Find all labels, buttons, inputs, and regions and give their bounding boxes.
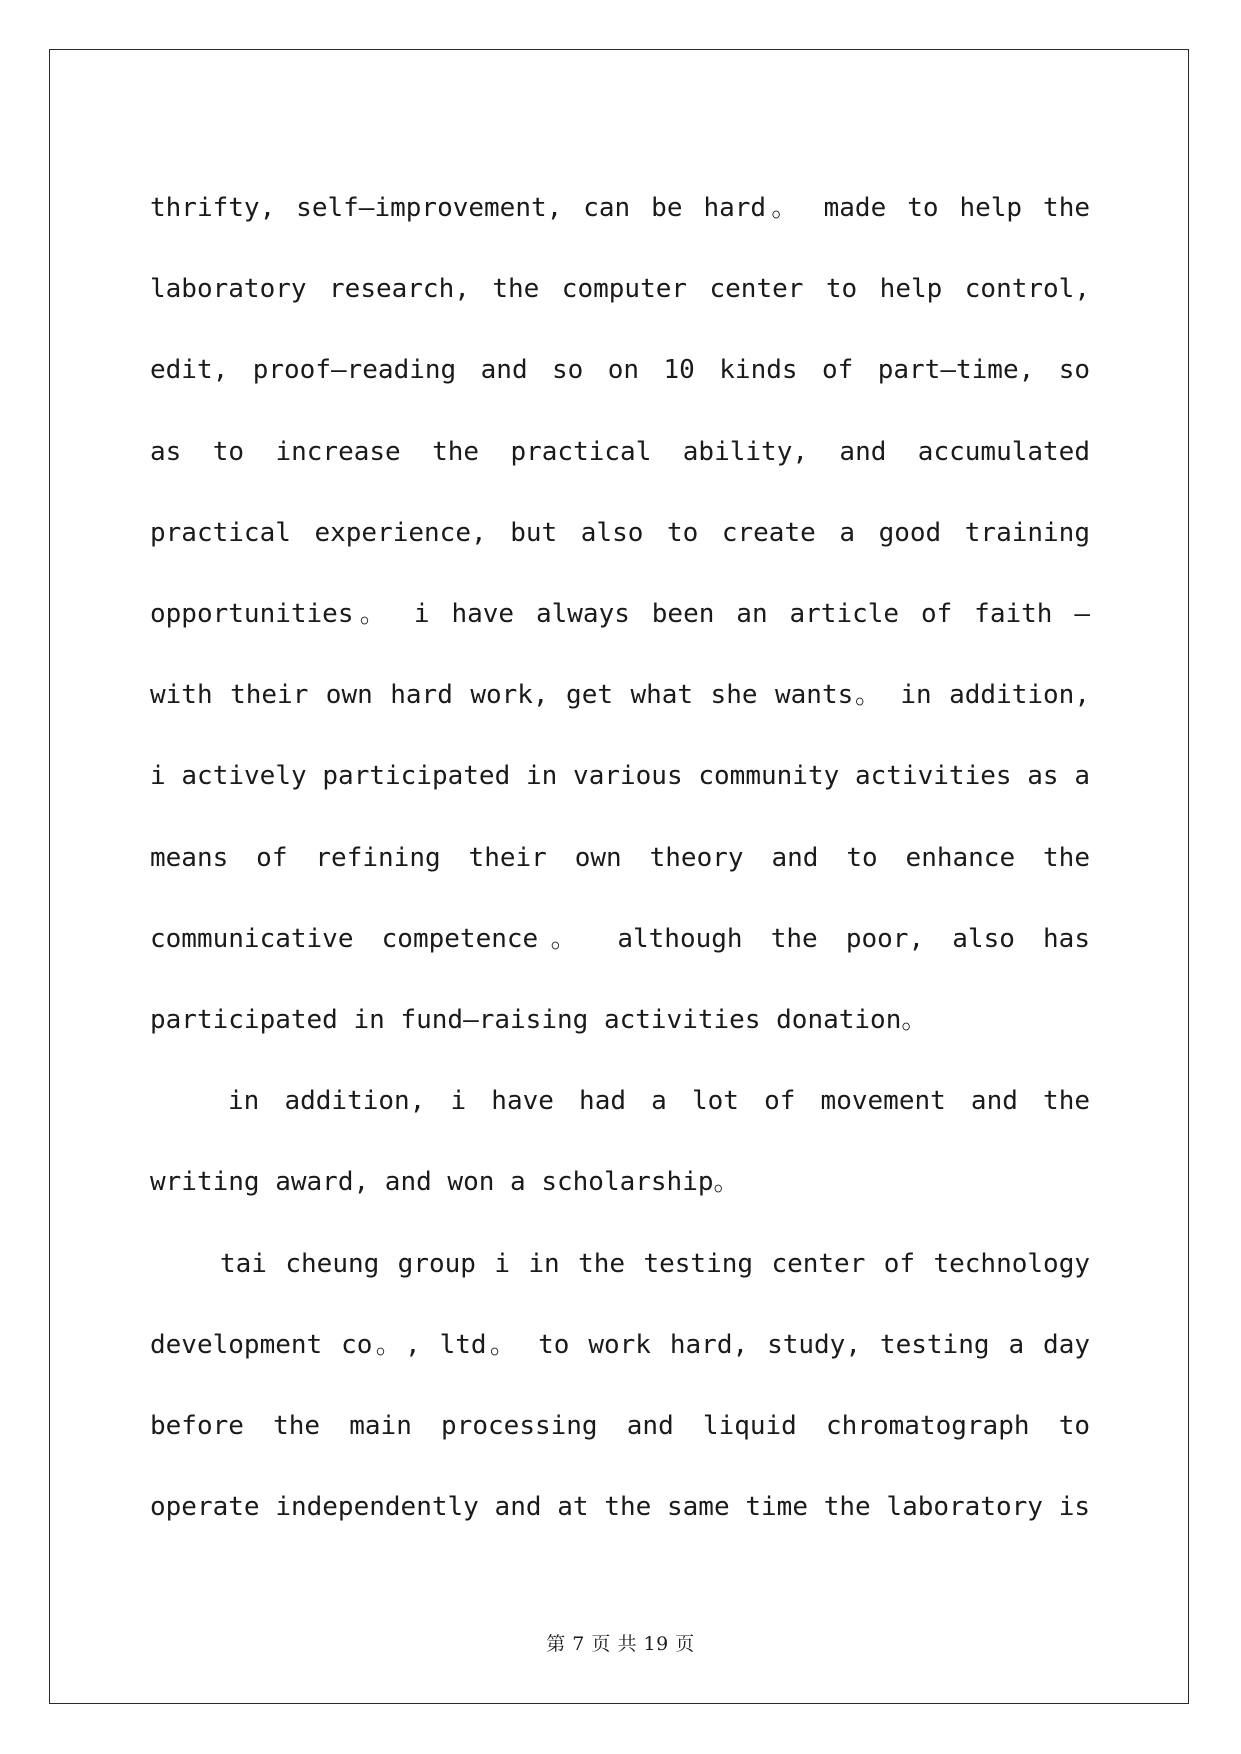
text-line: means of refining their own theory and to enhance the xyxy=(150,842,1090,873)
document-body xyxy=(150,168,1090,1548)
text-line: development co。, ltd。 to work hard, study, testing a day xyxy=(150,1329,1090,1360)
text-line: practical experience, but also to create a good training xyxy=(150,517,1090,548)
text-line: opportunities。 i have always been an article of faith — xyxy=(150,599,1090,630)
text-line: operate independently and at the same time the laboratory is xyxy=(150,1492,1090,1523)
text-line: writing award, and won a scholarship。 xyxy=(150,1167,740,1198)
text-line: i actively participated in various community activities as a xyxy=(150,761,1090,792)
text-line: thrifty, self—improvement, can be hard。 made to help the xyxy=(150,193,1090,223)
text-line: edit, proof—reading and so on 10 kinds of part—time, so xyxy=(150,355,1090,386)
text-line: with their own hard work, get what she wants。 in addition, xyxy=(150,680,1090,711)
text-line: as to increase the practical ability, and accumulated xyxy=(150,436,1090,467)
text-line: in addition, i have had a lot of movement and the xyxy=(228,1086,1090,1117)
text-line: communicative competence。 although the poor, also has xyxy=(150,923,1090,954)
page-number-footer: 第 7 页 共 19 页 xyxy=(546,1633,695,1655)
text-line: laboratory research, the computer center to help control, xyxy=(150,274,1090,305)
text-line: tai cheung group i in the testing center of technology xyxy=(220,1248,1090,1279)
paragraph xyxy=(150,1224,1090,1549)
paragraph xyxy=(150,168,1090,1061)
text-line: participated in fund—raising activities donation。 xyxy=(150,1005,928,1036)
paragraph xyxy=(150,1061,1090,1223)
text-line: before the main processing and liquid chromatograph to xyxy=(150,1411,1090,1442)
